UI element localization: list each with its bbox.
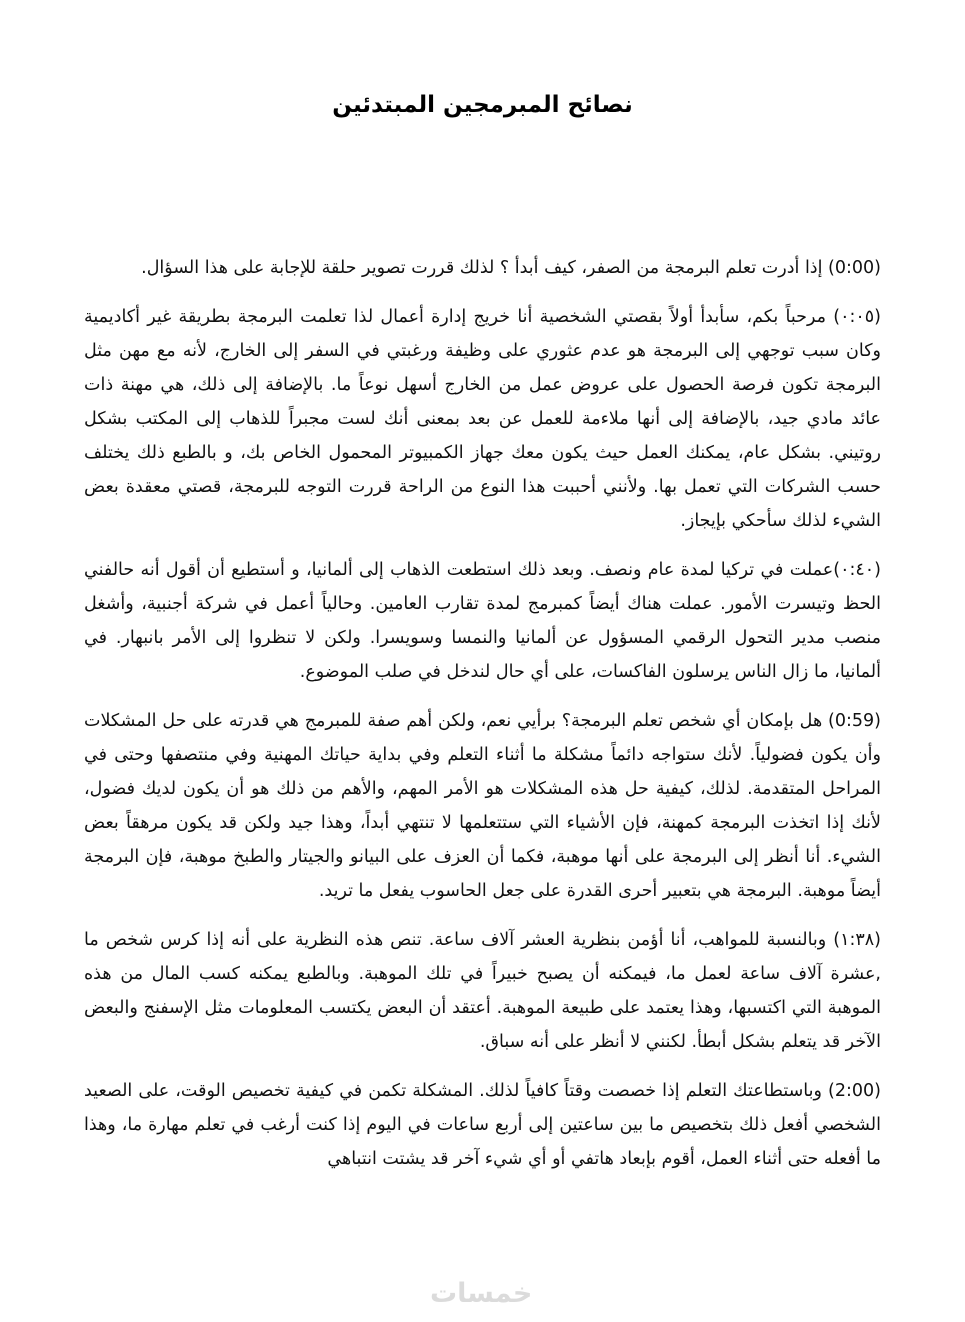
watermark: خمسات (430, 1278, 533, 1309)
transcript-paragraph-0-05: (٠:٠٥) مرحباً بكم، سأبدأ أولاً بقصتي الشخصية أنا خريج إدارة أعمال لذا تعلمت البرمجة بطريقة غير أكاديمية وكان سبب توجهي إلى البرمجة هو عدم عثوري على وظيفة ورغبتي في السفر إلى الخارج، لأنه مع مهن مثل البرمجة تكون فرصة الحصول على عروض عمل من الخارج أسهل نوعاً ما. بالإضافة إلى ذلك، هي مهنة ذات عائد مادي جيد، بالإضافة إلى أنها ملاءمة للعمل عن بعد بمعنى أنك لست مجبراً للذهاب إلى المكتب بشكل روتيني. بشكل عام، يمكنك العمل حيث يكون معك جهاز الكمبيوتر المحمول الخاص بك، و بالطبع ذلك يختلف حسب الشركات التي تعمل بها. ولأنني أحببت هذا النوع من الراحة قررت التوجه للبرمجة، قصتي معقدة بعض الشيء لذلك سأحكي بإيجاز. (84, 307, 881, 531)
transcript-paragraph-2-00: (2:00) وباستطاعتك التعلم إذا خصصت وقتاً كافياً لذلك. المشكلة تكمن في كيفية تخصيص الوقت، على الصعيد الشخصي أفعل ذلك بتخصيص ما بين ساعتين إلى أربع ساعات في اليوم إذا كنت أرغب في تعلم مهارة ما، وهذا ما أفعله حتى أثناء العمل، أقوم بإبعاد هاتفي أو أي شيء آخر قد يشتت انتباهي (84, 1081, 881, 1169)
transcript-body (84, 251, 881, 1176)
transcript-paragraph-1-38: (١:٣٨) وبالنسبة للمواهب، أنا أؤمن بنظرية العشر آلاف ساعة. تنص هذه النظرية على أنه إذا كرس شخص ما ,عشرة آلاف ساعة لعمل ما، فيمكنه أن يصبح خبيراً في تلك الموهبة. وبالطبع يمكنه كسب المال من هذه الموهبة التي اكتسبها، وهذا يعتمد على طبيعة الموهبة. أعتقد أن البعض يكتسب المعلومات مثل الإسفنج والبعض الآخر قد يتعلم بشكل أبطأ. لكنني لا أنظر على أنه سباق. (84, 930, 881, 1052)
transcript-paragraph-0-59: (0:59) هل بإمكان أي شخص تعلم البرمجة؟ برأيي نعم، ولكن أهم صفة للمبرمج هي قدرته على حل المشكلات وأن يكون فضولياً. لأنك ستواجه دائماً مشكلة ما أثناء التعلم وفي بداية حياتك المهنية وفي منتصفها وحتى في المراحل المتقدمة. لذلك، كيفية حل هذه المشكلات هو الأمر المهم، والأهم من ذلك هو أن يكون لديك فضول، لأنك إذا اتخذت البرمجة كمهنة، فإن الأشياء التي ستتعلمها لا تنتهي أبداً، وهذا جيد ولكن قد يكون مرهقاً بعض الشيء. أنا أنظر إلى البرمجة على أنها موهبة، فكما أن العزف على البيانو والجيتار والطبخ موهبة، فإن البرمجة أيضاً موهبة. البرمجة هي بتعبير أحرى القدرة على جعل الحاسوب يفعل ما تريد. (84, 711, 881, 901)
transcript-paragraph-0-40: (٠:٤٠)عملت في تركيا لمدة عام ونصف. وبعد ذلك استطعت الذهاب إلى ألمانيا، و أستطيع أن أقول أنه حالفني الحظ وتيسرت الأمور. عملت هناك أيضاً كمبرمج لمدة تقارب العامين. وحالياً أعمل في شركة أجنبية، وأشغل منصب مدير التحول الرقمي المسؤول عن ألمانيا والنمسا وسويسرا. ولكن لا تنظروا إلى الأمر بانبهار. في ألمانيا، ما زال الناس يرسلون الفاكسات، على أي حال لندخل في صلب الموضوع. (84, 560, 881, 682)
document-title: نصائح المبرمجين المبتدئين (332, 92, 633, 118)
transcript-paragraph-0-00: (0:00) إذا أدرت تعلم البرمجة من الصفر، كيف أبدأ ؟ لذلك قررت تصوير حلقة للإجابة على هذا السؤال. (141, 258, 881, 278)
